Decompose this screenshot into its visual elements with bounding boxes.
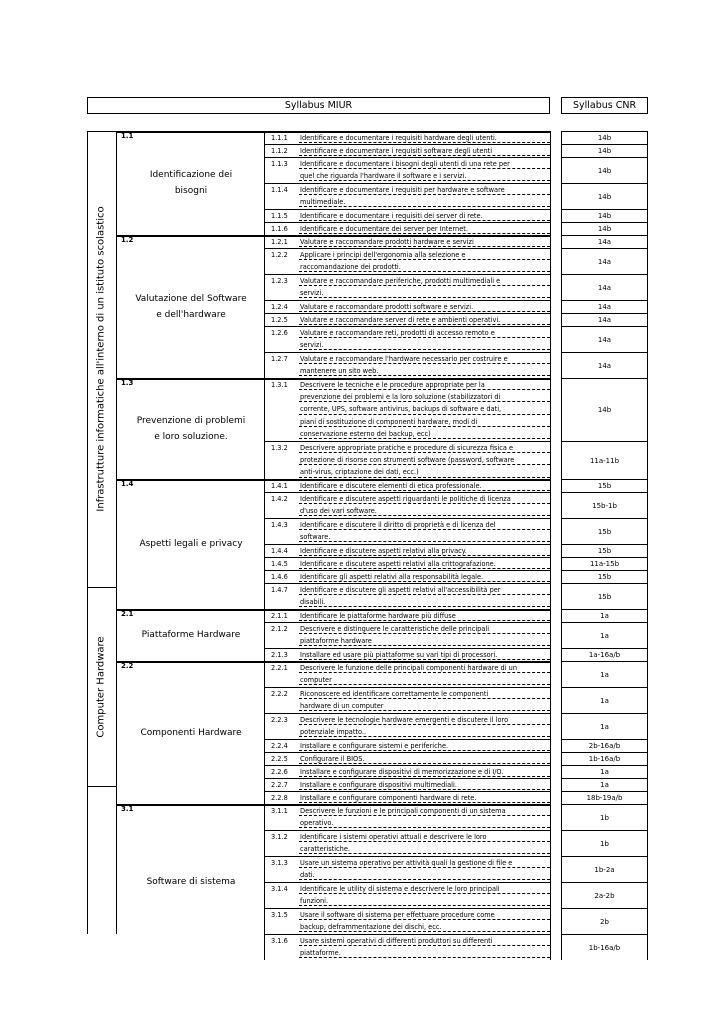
cnr-cell-2.2.4: 2b-16a/b xyxy=(561,739,648,752)
topic-code: 1.4.6 xyxy=(271,573,288,581)
topic-row-3.1.6 xyxy=(264,934,551,960)
topic-underline xyxy=(299,957,550,958)
topic-underline xyxy=(299,206,550,207)
topic-row-1.2.6 xyxy=(264,326,551,352)
topic-underline xyxy=(299,633,550,634)
topic-row-3.1.3 xyxy=(264,856,551,882)
topic-code: 1.3.1 xyxy=(271,381,288,389)
section-divider-bold xyxy=(116,131,550,133)
section-divider-bold xyxy=(116,378,550,380)
topic-underline xyxy=(299,180,550,181)
topic-underline xyxy=(299,867,550,868)
topic-code: 1.4.1 xyxy=(271,482,288,490)
topic-text: Usare il software di sistema per effettuare procedure come backup, deframmentazione dei dischi, ecc. xyxy=(300,911,495,932)
topic-underline xyxy=(299,503,550,504)
cnr-cell-1.1.6: 14b xyxy=(561,222,648,235)
topic-code: 3.1.1 xyxy=(271,807,288,815)
section-number: 1.2 xyxy=(121,236,134,244)
cnr-cell-3.1.4: 2a-2b xyxy=(561,882,648,908)
section-title: Piattaforme Hardware xyxy=(141,630,241,640)
topic-text: Usare sistemi operativi di differenti produttori su differenti piattaforme. xyxy=(300,937,493,958)
cnr-cell-1.4.6: 15b xyxy=(561,570,648,583)
topic-text: Configurare il BIOS. xyxy=(300,755,365,763)
cnr-cell-1.3.1: 14b xyxy=(561,378,648,441)
topic-code: 3.1.3 xyxy=(271,859,288,867)
topic-underline xyxy=(299,452,550,453)
cnr-header xyxy=(561,97,648,114)
topic-row-2.1.2 xyxy=(264,622,551,648)
topic-text: Valutare e raccomandare periferiche, prodotti multimediali e servizi. xyxy=(300,277,501,298)
cnr-header-label: Syllabus CNR xyxy=(572,100,637,111)
topic-underline xyxy=(299,905,550,906)
topic-row-2.2.1 xyxy=(264,661,551,687)
topic-row-1.4.7 xyxy=(264,583,551,609)
cnr-cell-2.1.2: 1a xyxy=(561,622,648,648)
topic-code: 2.2.6 xyxy=(271,768,288,776)
section-divider-bold xyxy=(116,235,550,237)
topic-code: 1.1.5 xyxy=(271,212,288,220)
topic-text: Valutare e raccomandare prodotti software e servizi. xyxy=(300,303,474,311)
topic-underline xyxy=(299,259,550,260)
topic-code: 2.1.2 xyxy=(271,625,288,633)
topic-underline xyxy=(299,297,550,298)
cnr-cell-1.1.5: 14b xyxy=(561,209,648,222)
topic-code: 1.1.4 xyxy=(271,186,288,194)
topic-code: 1.4.2 xyxy=(271,495,288,503)
section-number: 1.1 xyxy=(121,132,134,140)
topic-underline xyxy=(299,285,550,286)
topic-underline xyxy=(299,541,550,542)
topic-code: 1.2.6 xyxy=(271,329,288,337)
group-column-divider xyxy=(116,131,117,934)
topic-underline xyxy=(299,919,550,920)
topic-underline xyxy=(299,426,550,427)
topic-underline xyxy=(299,815,550,816)
topic-text: Identificare i sistemi operativi attuali e descrivere le loro caratteristiche. xyxy=(300,833,487,854)
topic-text: Descrivere le funzione delle principali componenti hardware di un computer xyxy=(300,664,518,685)
section-number: 3.1 xyxy=(121,805,134,813)
topic-row-1.2.2 xyxy=(264,248,551,274)
topic-row-3.1.2 xyxy=(264,830,551,856)
topic-text: Identificare e documentare i requisiti software degli utenti xyxy=(300,147,493,155)
cnr-cell-1.2.6: 14a xyxy=(561,326,648,352)
topic-row-1.1.3 xyxy=(264,157,551,183)
section-title: Aspetti legali e privacy xyxy=(139,539,243,549)
topic-row-1.2.3 xyxy=(264,274,551,300)
topic-underline xyxy=(299,464,550,465)
topic-underline xyxy=(299,684,550,685)
section-divider-bold xyxy=(116,479,550,481)
topic-underline xyxy=(299,438,550,439)
topic-underline xyxy=(299,736,550,737)
topic-code: 3.1.5 xyxy=(271,911,288,919)
topic-code: 1.2.7 xyxy=(271,355,288,363)
topic-code: 2.1.3 xyxy=(271,651,288,659)
topic-text: Identificare e discutere gli aspetti relativi all'accessibilità per disabili. xyxy=(300,586,501,607)
cnr-cell-1.4.3: 15b xyxy=(561,518,648,544)
topic-text: Identificare le piattaforme hardware più diffuse xyxy=(300,612,456,620)
topic-code: 2.2.7 xyxy=(271,781,288,789)
topic-code: 1.4.3 xyxy=(271,521,288,529)
group-divider xyxy=(87,786,116,787)
topic-code: 1.1.3 xyxy=(271,160,288,168)
topic-underline xyxy=(299,724,550,725)
topic-text: Identificare e discutere il diritto di proprietà e di licenza del software. xyxy=(300,521,496,542)
topic-code: 1.3.2 xyxy=(271,444,288,452)
topic-code: 2.2.5 xyxy=(271,755,288,763)
topic-code: 1.2.1 xyxy=(271,238,288,246)
cnr-cell-1.2.5: 14a xyxy=(561,313,648,326)
topic-underline xyxy=(299,853,550,854)
topic-row-1.3.1 xyxy=(264,378,551,441)
topic-row-1.4.2 xyxy=(264,492,551,518)
topic-code: 2.2.4 xyxy=(271,742,288,750)
cnr-cell-1.4.1: 15b xyxy=(561,479,648,492)
cnr-cell-1.2.4: 14a xyxy=(561,300,648,313)
topic-text: Identificare e documentare i bisogni degli utenti di una rete per quel che riguarda l'hardware il software e i servizi. xyxy=(300,160,510,181)
cnr-cell-1.1.1: 14b xyxy=(561,131,648,144)
cnr-cell-1.3.2: 11a-11b xyxy=(561,441,648,479)
topic-code: 1.4.7 xyxy=(271,586,288,594)
topic-text: Descrivere le funzioni e le principali componenti di un sistema operativo. xyxy=(300,807,506,828)
topic-text: Installare e configurare componenti hardware di rete. xyxy=(300,794,477,802)
topic-underline xyxy=(299,349,550,350)
topic-underline xyxy=(299,477,550,478)
cnr-cell-2.2.3: 1a xyxy=(561,713,648,739)
topic-underline xyxy=(299,645,550,646)
topic-code: 3.1.4 xyxy=(271,885,288,893)
topic-text: Valutare e raccomandare prodotti hardware e servizi xyxy=(300,238,474,246)
topic-underline xyxy=(299,827,550,828)
section-divider-bold xyxy=(116,804,550,806)
topic-row-1.4.3 xyxy=(264,518,551,544)
topic-underline xyxy=(299,401,550,402)
topic-text: Usare un sistema operativo per attività quali la gestione di file e dati. xyxy=(300,859,513,880)
topic-row-2.2.2 xyxy=(264,687,551,713)
topic-code: 2.2.2 xyxy=(271,690,288,698)
table-left-border xyxy=(87,131,88,934)
topic-row-1.2.7 xyxy=(264,352,551,378)
topic-text: Installare e configurare dispositivi di memorizzazione e di I/O. xyxy=(300,768,504,776)
topic-text: Identificare e documentare i requisiti dei server di rete. xyxy=(300,212,483,220)
cnr-cell-1.4.5: 11a-15b xyxy=(561,557,648,570)
topic-code: 1.2.4 xyxy=(271,303,288,311)
topic-code: 1.1.2 xyxy=(271,147,288,155)
topic-code: 1.2.3 xyxy=(271,277,288,285)
topic-text: Identificare e discutere aspetti relativi alla crittografazione. xyxy=(300,560,496,568)
topic-underline xyxy=(299,594,550,595)
cnr-cell-1.1.2: 14b xyxy=(561,144,648,157)
cnr-cell-2.2.6: 1a xyxy=(561,765,648,778)
topic-underline xyxy=(299,945,550,946)
cnr-cell-1.2.1: 14a xyxy=(561,235,648,248)
topic-underline xyxy=(299,841,550,842)
topic-text: Riconoscere ed identificare correttamente le componenti hardware di un computer xyxy=(300,690,489,711)
topic-underline xyxy=(299,194,550,195)
section-divider-bold xyxy=(116,661,550,663)
topic-underline xyxy=(299,168,550,169)
section-title: Valutazione del Software e dell'hardware xyxy=(135,293,247,320)
topic-text: Identificare e discutere aspetti relativi alla privacy. xyxy=(300,547,467,555)
cnr-cell-2.2.8: 18b-19a/b xyxy=(561,791,648,804)
topic-row-3.1.4 xyxy=(264,882,551,908)
topic-code: 3.1.6 xyxy=(271,937,288,945)
topic-underline xyxy=(299,375,550,376)
topic-code: 1.1.1 xyxy=(271,134,288,142)
cnr-cell-2.2.1: 1a xyxy=(561,661,648,687)
topic-row-1.3.2 xyxy=(264,441,551,479)
section-title: Identificazione dei bisogni xyxy=(149,170,233,196)
section-title: Software di sistema xyxy=(146,877,236,887)
topic-underline xyxy=(299,529,550,530)
cnr-cell-2.1.3: 1a-16a/b xyxy=(561,648,648,661)
cnr-cell-3.1.2: 1b xyxy=(561,830,648,856)
topic-text: Descrivere appropriate pratiche e procedure di sicurezza fisica e protezione di risorse con strumenti software (password, software anti-virus, criptazione dei dati, ecc.) xyxy=(300,444,515,477)
topic-underline xyxy=(299,879,550,880)
cnr-cell-1.4.4: 15b xyxy=(561,544,648,557)
cnr-cell-1.2.2: 14a xyxy=(561,248,648,274)
topic-underline xyxy=(299,515,550,516)
topic-text: Descrivere e distinguere le caratteristiche delle principali piattaforme hardware xyxy=(300,625,490,646)
cnr-cell-2.2.7: 1a xyxy=(561,778,648,791)
section-divider-bold xyxy=(116,609,550,611)
topic-code: 2.2.3 xyxy=(271,716,288,724)
topic-row-1.1.4 xyxy=(264,183,551,209)
topic-text: Identificare e discutere aspetti riguardanti le politiche di licenza d'uso dei vari software. xyxy=(300,495,511,516)
topic-underline xyxy=(299,698,550,699)
row-area-bottom xyxy=(264,934,551,935)
topic-underline xyxy=(299,363,550,364)
section-number: 1.4 xyxy=(121,480,134,488)
topic-text: Installare ed usare più piattaforme su vari tipi di processori. xyxy=(300,651,498,659)
topic-text: Identificare gli aspetti relativi alla responsabilità legale. xyxy=(300,573,484,581)
cnr-cell-2.1.1: 1a xyxy=(561,609,648,622)
cnr-cell-2.2.2: 1a xyxy=(561,687,648,713)
cnr-cell-1.1.4: 14b xyxy=(561,183,648,209)
section-number: 2.1 xyxy=(121,610,134,618)
topic-code: 1.1.6 xyxy=(271,225,288,233)
topic-text: Identificare le utility di sistema e descrivere le loro principali funzioni. xyxy=(300,885,500,906)
topic-text: Identificare e documentare dei server per Internet. xyxy=(300,225,468,233)
cnr-cell-1.4.2: 15b-1b xyxy=(561,492,648,518)
topic-code: 2.2.8 xyxy=(271,794,288,802)
topic-underline xyxy=(299,893,550,894)
miur-header xyxy=(87,97,550,114)
topic-code: 1.2.2 xyxy=(271,251,288,259)
topic-text: Installare e configurare sistemi e periferiche. xyxy=(300,742,449,750)
topic-code: 2.1.1 xyxy=(271,612,288,620)
topic-text: Valutare e raccomandare reti, prodotti di accesso remoto e servizi. xyxy=(300,329,495,350)
group-label-0: Infrastrutture informatiche all'interno di un istituto scolastico xyxy=(95,206,107,512)
topic-underline xyxy=(299,672,550,673)
cnr-cell-1.1.3: 14b xyxy=(561,157,648,183)
topic-underline xyxy=(299,931,550,932)
topic-text: Descrivere le tecniche e le procedure appropriate per la prevenzione dei problemi e la loro soluzione (stabilizzatori di corrente, UPS, software antivirus, backups di software e dati, piani di sostituzione di componenti hardware, modi di conservazione esterno dei backup, ecc) xyxy=(300,381,502,438)
topic-code: 2.2.1 xyxy=(271,664,288,672)
topic-text: Valutare e raccomandare l'hardware necessario per costruire e mantenere un sito web. xyxy=(300,355,508,376)
topic-text: Installare e configurare dispositivi multimediali. xyxy=(300,781,457,789)
cnr-cell-2.2.5: 1b-16a/b xyxy=(561,752,648,765)
topic-row-3.1.5 xyxy=(264,908,551,934)
topic-code: 1.4.5 xyxy=(271,560,288,568)
topic-row-2.2.3 xyxy=(264,713,551,739)
cnr-cell-3.1.1: 1b xyxy=(561,804,648,830)
group-divider xyxy=(87,587,116,588)
topic-code: 3.1.2 xyxy=(271,833,288,841)
topic-text: Applicare i principi dell'ergonomia alla selezione e raccomandazione dei prodotti. xyxy=(300,251,466,272)
topic-code: 1.2.5 xyxy=(271,316,288,324)
miur-header-label: Syllabus MIUR xyxy=(284,100,353,111)
topic-row-3.1.1 xyxy=(264,804,551,830)
section-number: 2.2 xyxy=(121,662,134,670)
cnr-cell-3.1.6: 1b-16a/b xyxy=(561,934,648,960)
cnr-cell-1.2.7: 14a xyxy=(561,352,648,378)
section-number: 1.3 xyxy=(121,379,134,387)
topic-code: 1.4.4 xyxy=(271,547,288,555)
topic-text: Valutare e raccomandare server di rete e ambienti operativi. xyxy=(300,316,501,324)
topic-underline xyxy=(299,337,550,338)
topic-text: Identificare e documentare i requisiti per hardware e software multimediale. xyxy=(300,186,505,207)
cnr-cell-1.4.7: 15b xyxy=(561,583,648,609)
topic-underline xyxy=(299,271,550,272)
cnr-cell-1.2.3: 14a xyxy=(561,274,648,300)
section-title: Componenti Hardware xyxy=(140,727,242,738)
topic-underline xyxy=(299,710,550,711)
topic-underline xyxy=(299,414,550,415)
cnr-cell-3.1.5: 2b xyxy=(561,908,648,934)
cnr-bottom xyxy=(561,934,648,935)
section-title: Prevenzione di problemi e loro soluzione. xyxy=(136,415,246,442)
group-label-1: Computer Hardware xyxy=(95,635,107,738)
topic-underline xyxy=(299,389,550,390)
topic-underline xyxy=(299,606,550,607)
topic-text: Identificare e discutere elementi di etica professionale. xyxy=(300,482,482,490)
cnr-cell-3.1.3: 1b-2a xyxy=(561,856,648,882)
topic-text: Identificare e documentare i requisiti hardware degli utenti. xyxy=(300,134,497,142)
topic-text: Descrivere le tecnologie hardware emergenti e discutere il loro potenziale impatto.. xyxy=(300,716,509,737)
